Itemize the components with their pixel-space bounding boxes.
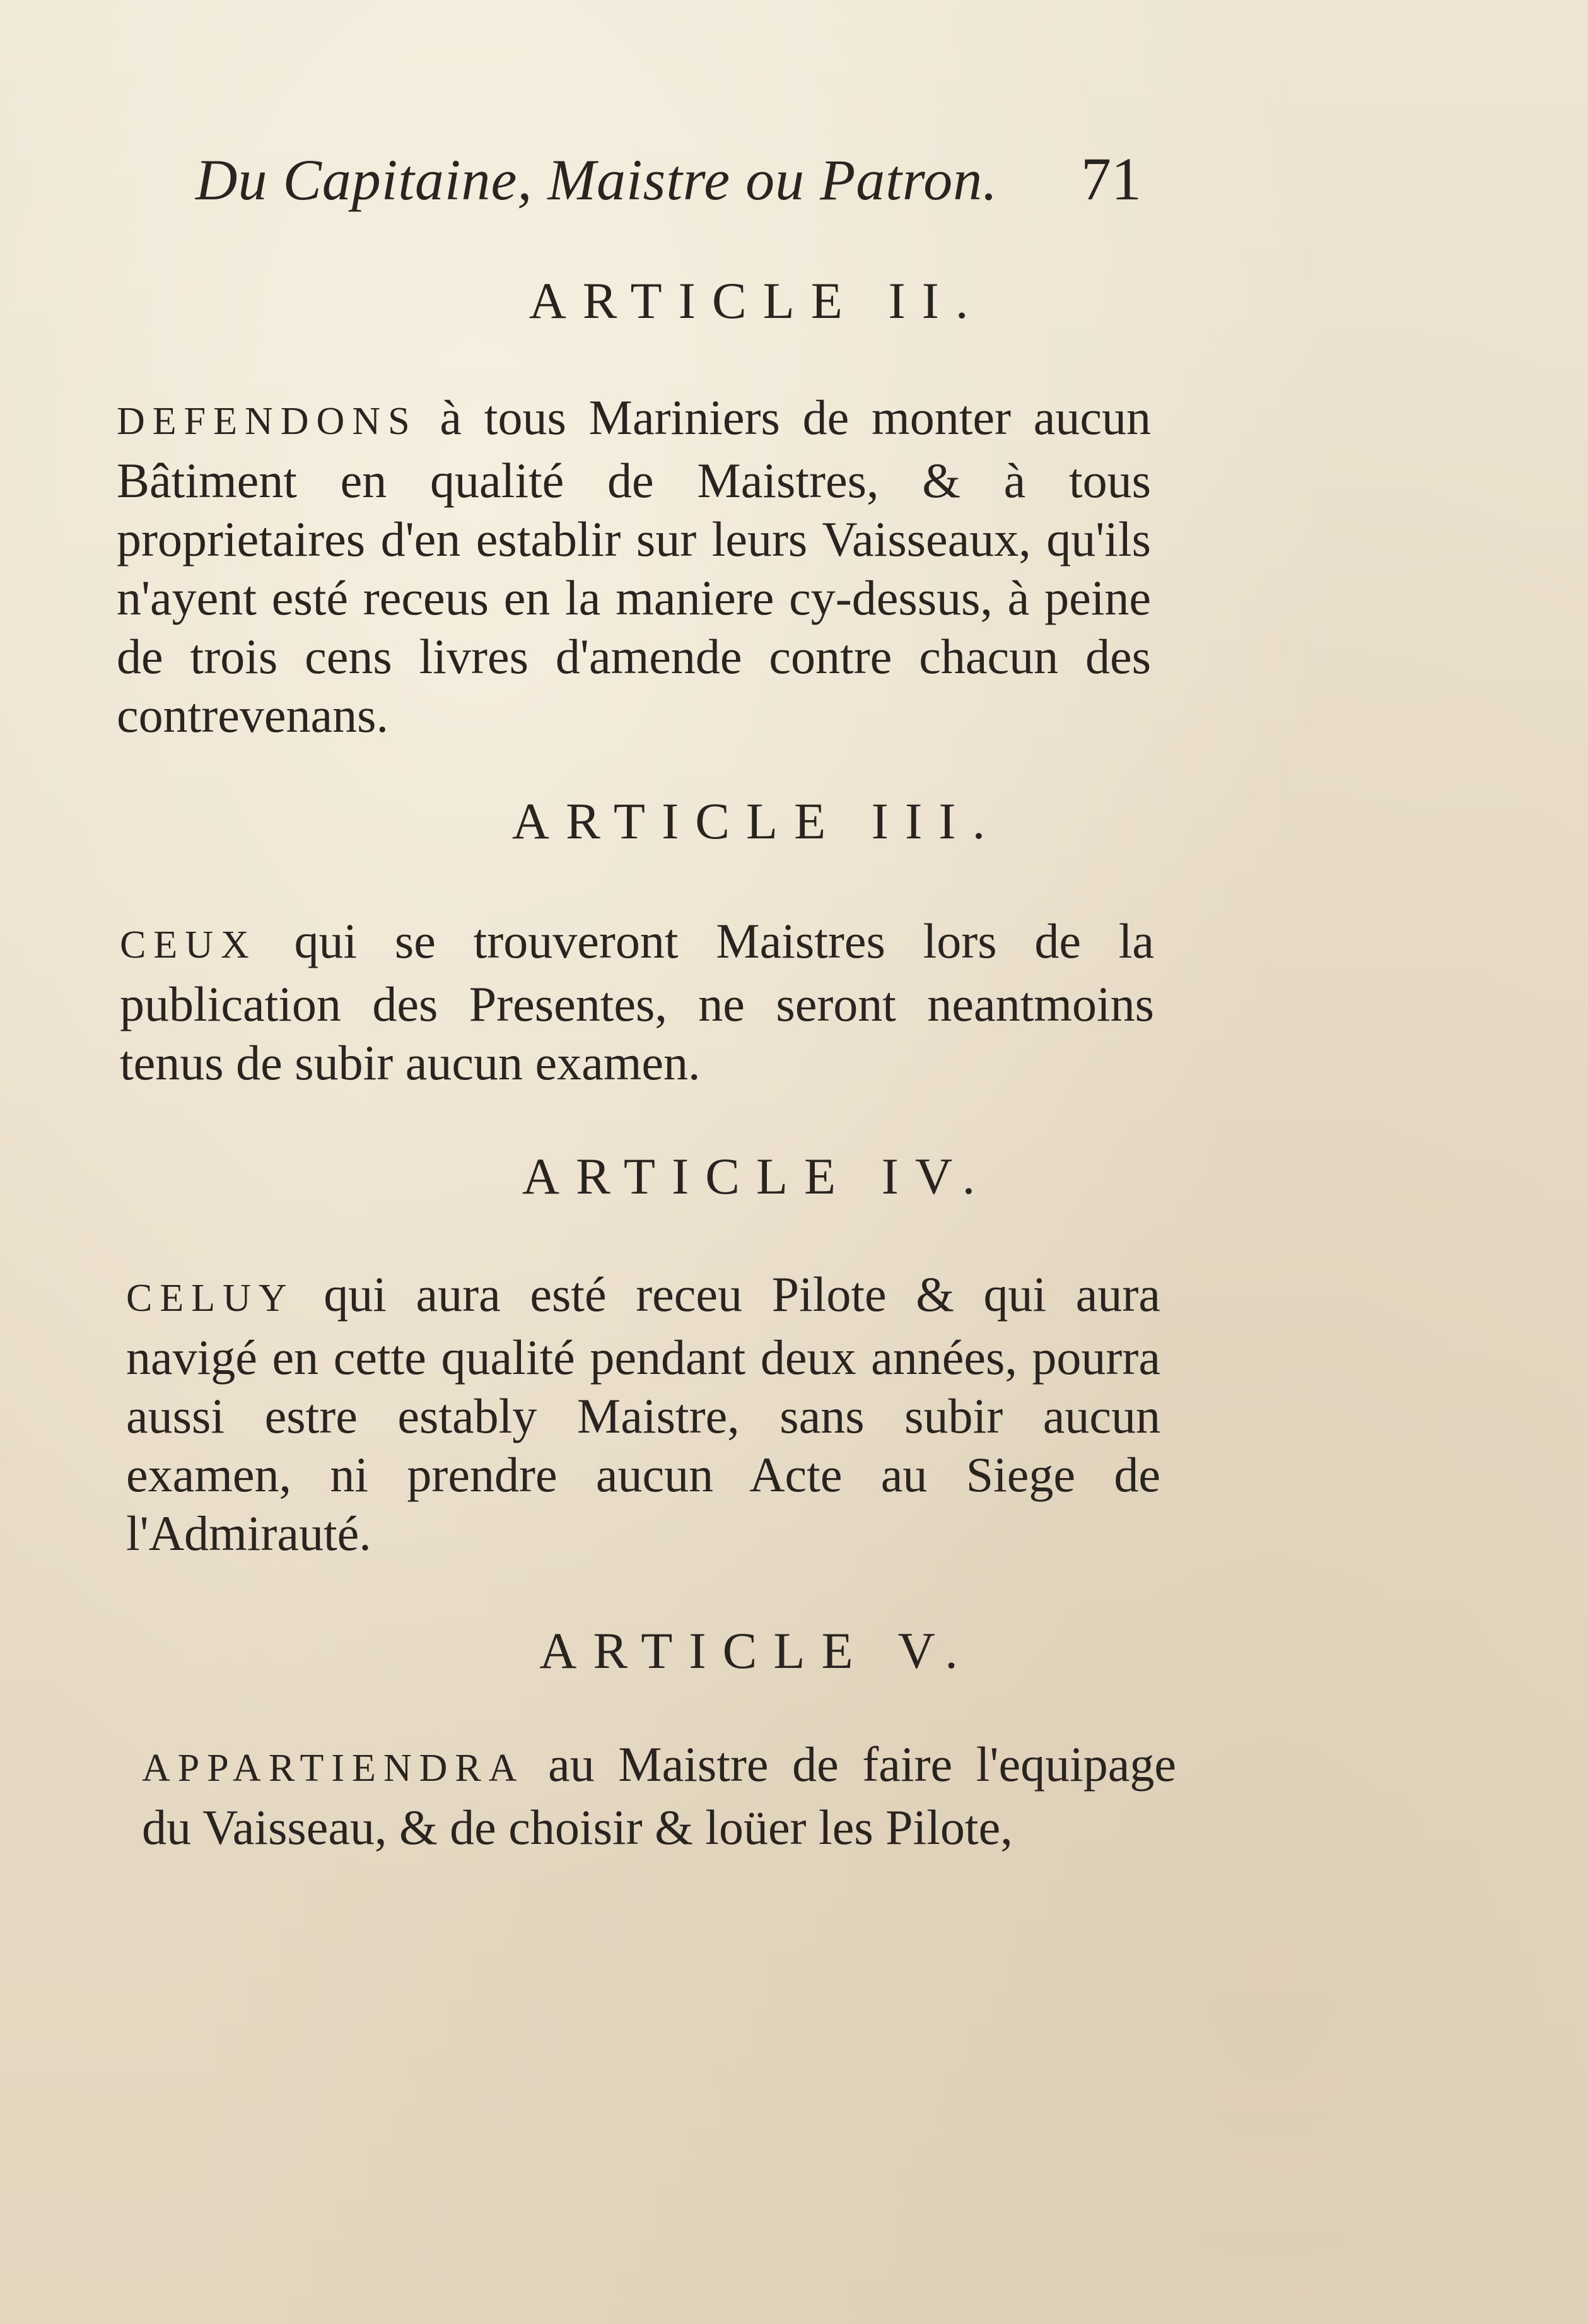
article-body: à tous Mariniers de monter aucun Bâtiment en qualité de Maistres, & à tous proprietaires d'en establir sur leurs Vaisseaux, qu'ils n'ayent esté receus en la maniere cy-dessus, à peine de trois cens livres d'amende contre chacun des contrevenans. <box>117 390 1151 742</box>
article-text <box>120 912 1154 1092</box>
article-lead-word: CELUY <box>126 1277 295 1320</box>
article-heading: ARTICLE II. <box>528 272 985 329</box>
running-head <box>196 144 1141 238</box>
page-number: 71 <box>1081 145 1141 213</box>
article-body: au Maistre de faire l'equipage du Vaisseau, & de choisir & loüer les Pilote, <box>142 1737 1176 1855</box>
article-lead-word: CEUX <box>120 924 257 966</box>
article-heading: ARTICLE V. <box>539 1622 974 1679</box>
article-heading: ARTICLE III. <box>511 792 1002 850</box>
article-body: qui aura esté receu Pilote & qui aura navigé en cette qualité pendant deux années, pourra aussi estre estably Maistre, sans subir aucun examen, ni prendre aucun Acte au Siege de l'Admirauté. <box>126 1267 1160 1561</box>
article-text <box>126 1265 1160 1563</box>
article-heading: ARTICLE IV. <box>522 1147 992 1205</box>
article-body: qui se trouveront Maistres lors de la publication des Presentes, ne seront neantmoins tenus de subir aucun examen. <box>120 913 1154 1090</box>
article-text <box>117 388 1151 744</box>
running-title: Du Capitaine, Maistre ou Patron. <box>196 148 998 212</box>
article-text <box>142 1735 1176 1857</box>
article-lead-word: DEFENDONS <box>117 400 417 443</box>
article-lead-word: APPARTIENDRA <box>142 1747 525 1790</box>
